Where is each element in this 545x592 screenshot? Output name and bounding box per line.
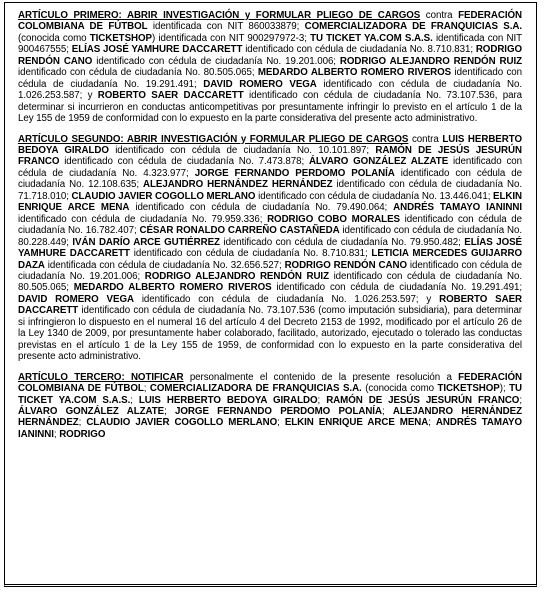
party-name: TU TICKET YA.COM S.A.S.: [310, 32, 433, 44]
party-name: LETICIA MERCEDES GUIJARRO DAZA: [18, 248, 522, 271]
article-paragraph: [18, 10, 522, 125]
body-text: identificado con cédula de ciudadanía No. 12.108.635;: [18, 167, 522, 191]
body-text: contra: [420, 10, 459, 21]
party-name: IVÁN DARÍO ARCE GUTIÉRREZ: [72, 236, 220, 248]
article-heading: ARTÍCULO TERCERO: NOTIFICAR: [18, 371, 184, 383]
party-name: COMERCIALIZADORA DE FRANQUICIAS S.A.: [149, 383, 362, 395]
party-name: MEDARDO ALBERTO ROMERO RIVEROS: [257, 67, 452, 79]
body-text: ;: [519, 394, 522, 406]
body-text: identificado con cédula de ciudadanía No. 10.101.897;: [108, 144, 376, 156]
party-name: MEDARDO ALBERTO ROMERO RIVEROS: [73, 282, 272, 294]
body-text: ;: [164, 405, 176, 417]
body-text: identificada con cédula de ciudadanía No. 32.656.527;: [44, 259, 285, 271]
party-name: RODRIGO COBO MORALES: [267, 213, 400, 225]
body-text: ;: [78, 417, 87, 429]
party-name: CLAUDIO JAVIER COGOLLO MERLANO: [71, 190, 256, 202]
party-name: RODRIGO: [59, 428, 106, 440]
body-text: identificado con cédula de ciudadanía No. 19.201.006;: [92, 55, 340, 67]
party-name: ÁLVARO GONZÁLEZ ALZATE: [308, 156, 449, 168]
body-text: identificado con cédula de ciudadanía No. 71.718.010;: [18, 179, 522, 202]
body-text: identificada con NIT 860033879;: [147, 21, 305, 33]
party-name: TICKETSHOP: [89, 32, 152, 44]
party-name: RODRIGO ALEJANDRO RENDÓN RUIZ: [339, 55, 522, 67]
document-page: [4, 2, 537, 587]
article-heading: ARTÍCULO SEGUNDO: ABRIR INVESTIGACIÓN y FORMULAR PLIEGO DE CARGOS: [18, 133, 409, 145]
document-body: [18, 10, 522, 449]
body-text: identificado con cédula de ciudadanía No. 80.505.065;: [18, 270, 522, 294]
party-name: RAMÓN DE JESÚS JESURÚN FRANCO: [326, 394, 520, 406]
party-name: DAVID ROMERO VEGA: [203, 78, 317, 90]
body-text: identificado con cédula de ciudadanía No. 4.323.977;: [18, 156, 522, 179]
body-text: ;: [277, 417, 285, 429]
party-name: RODRIGO RENDÓN CANO: [18, 44, 522, 67]
party-name: DAVID ROMERO VEGA: [18, 293, 134, 305]
body-text: ) identificada con NIT 900297972-3;: [151, 32, 311, 44]
body-text: identificada con NIT 900467555;: [18, 32, 522, 56]
body-text: identificado con cédula de ciudadanía No. 80.228.449;: [18, 225, 522, 248]
body-text: identificado con cédula de ciudadanía No. 19.291.491;: [18, 67, 523, 90]
body-text: identificado con cédula de ciudadanía No. 79.950.482;: [219, 236, 465, 248]
party-name: JORGE FERNANDO PERDOMO POLANÍA: [175, 405, 382, 417]
party-name: CLAUDIO JAVIER COGOLLO MERLANO: [86, 417, 278, 429]
party-name: RODRIGO RENDÓN CANO: [284, 259, 407, 271]
party-name: TU TICKET YA.COM S.A.S.: [18, 383, 522, 406]
body-text: personalmente el contenido de la presente resolución a: [183, 371, 459, 383]
party-name: ELÍAS JOSÉ YAMHURE DACCARETT: [18, 236, 523, 260]
party-name: ÁLVARO GONZÁLEZ ALZATE: [18, 405, 165, 417]
body-text: ;: [53, 428, 60, 440]
party-name: ALEJANDRO HERNÁNDEZ HERNÁNDEZ: [18, 405, 522, 429]
body-text: identificado con cédula de ciudadanía No. 80.505.065;: [18, 67, 258, 79]
body-text: identificado con cédula de ciudadanía No. 8.710.831;: [242, 44, 476, 56]
body-text: identificado con cédula de ciudadanía No. 19.291.491;: [271, 282, 523, 294]
body-text: identificado con cédula de ciudadanía No. 16.782.407;: [18, 213, 522, 237]
body-text: contra: [408, 133, 443, 145]
article-paragraph: [18, 134, 522, 363]
party-name: RAMÓN DE JESÚS JESURÚN FRANCO: [18, 144, 522, 168]
party-name: LUIS HERBERTO BEDOYA GIRALDO: [138, 394, 318, 406]
body-text: identificado con cédula de ciudadanía No. 1.026.253.597; y: [133, 293, 440, 305]
body-text: ;: [143, 383, 150, 395]
body-text: identificado con cédula de ciudadanía No. 73.107.536 (como imputación subsidiaria), para determinar si infringieron lo dispuesto en el numeral 16 del artículo 4 del Decreto 2153 de 1992, modificado por el artículo 26 de la Ley 1340 de 2009, por presuntamente haber colaborado, facilitado, autorizado, ejecutado o tolerado las conductas previstas en el artículo 1 de la Ley 155 de 1959, de conformidad con lo expuesto en la parte considerativa del presente acto administrativo.: [18, 305, 522, 363]
party-name: ROBERTO SAER DACCARETT: [18, 293, 522, 317]
body-text: );: [499, 383, 510, 395]
body-text: identificado con cédula de ciudadanía No. 1.026.253.587; y: [18, 78, 522, 102]
party-name: ALEJANDRO HERNÁNDEZ HERNÁNDEZ: [143, 179, 333, 191]
body-text: identificado con cédula de ciudadanía No. 79.959.336;: [18, 213, 268, 225]
body-text: identificado con cédula de ciudadanía No. 13.446.041;: [255, 190, 494, 202]
party-name: ANDRÉS TAMAYO IANINNI: [393, 202, 522, 214]
party-name: ELKIN ENRIQUE ARCE MENA: [18, 190, 522, 214]
body-text: ;: [428, 417, 436, 429]
body-text: identificado con cédula de ciudadanía No. 73.107.536, para determinar si incurrieron en conductas anticompetitivas por presuntamente infringir lo previsto en el artículo 1 de la Ley 155 de 1959 de conformidad con lo expuesto en la parte considerativa del presente acto administrativo.: [18, 90, 522, 125]
body-text: identificado con cédula de ciudadanía No. 7.473.878;: [59, 156, 309, 168]
party-name: ELÍAS JOSÉ YAMHURE DACCARETT: [71, 44, 243, 56]
party-name: LUIS HERBERTO BEDOYA GIRALDO: [18, 133, 522, 156]
party-name: FEDERACIÓN COLOMBIANA DE FÚTBOL: [18, 371, 522, 395]
party-name: ELKIN ENRIQUE ARCE MENA: [284, 417, 429, 429]
body-text: ;: [130, 394, 139, 406]
party-name: CÉSAR RONALDO CARREÑO CASTAÑEDA: [139, 225, 340, 237]
body-text: ;: [317, 394, 327, 406]
body-text: identificado con cédula de ciudadanía No. 79.490.064;: [129, 202, 394, 214]
party-name: RODRIGO ALEJANDRO RENDÓN RUIZ: [144, 270, 329, 282]
party-name: FEDERACIÓN COLOMBIANA DE FÚTBOL: [18, 10, 522, 33]
article-paragraph: [18, 372, 522, 441]
body-text: identificado con cédula de ciudadanía No. 8.710.831;: [129, 248, 372, 260]
party-name: ANDRÉS TAMAYO IANINNI: [18, 417, 522, 440]
party-name: JORGE FERNANDO PERDOMO POLANÍA: [194, 167, 395, 179]
body-text: identificado con cédula de ciudadanía No. 19.201.006;: [18, 259, 522, 282]
body-text: (conocida como: [18, 32, 90, 44]
party-name: TICKETSHOP: [437, 383, 500, 395]
body-text: (conocida como: [361, 383, 438, 395]
party-name: ROBERTO SAER DACCARETT: [97, 90, 244, 102]
article-heading: ARTÍCULO PRIMERO: ABRIR INVESTIGACIÓN y FORMULAR PLIEGO DE CARGOS: [18, 10, 421, 21]
body-text: ;: [381, 405, 393, 417]
party-name: COMERCIALIZADORA DE FRANQUICIAS S.A.: [304, 21, 523, 33]
